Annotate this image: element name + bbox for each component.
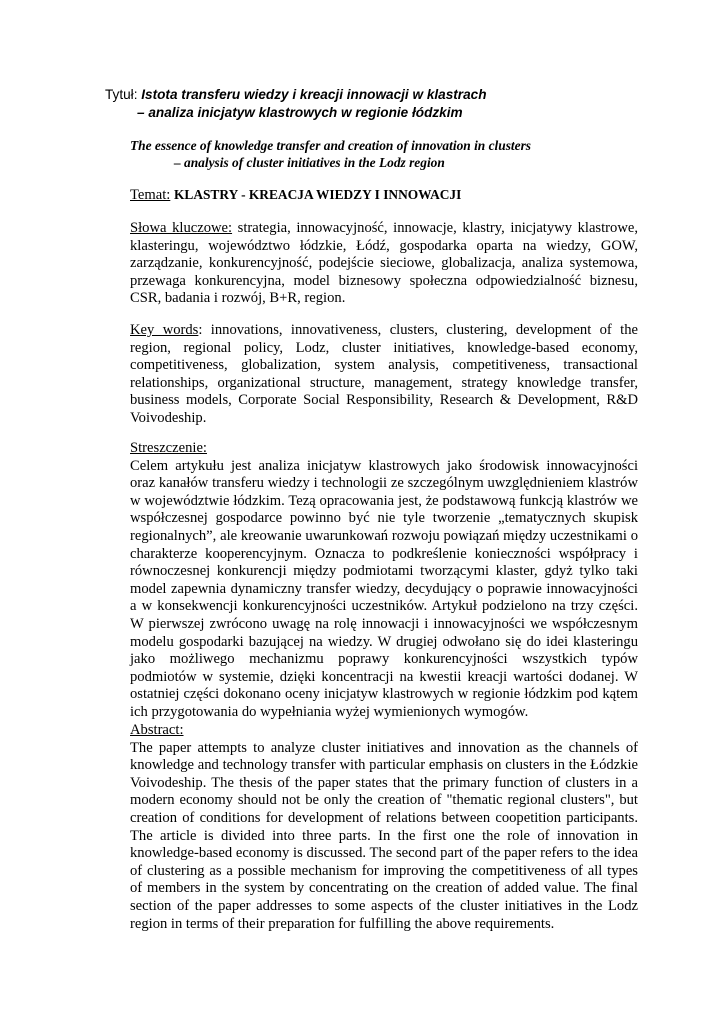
polish-title-line-2: – analiza inicjatyw klastrowych w regionie łódzkim — [137, 105, 463, 120]
polish-abstract-section — [130, 440, 638, 722]
polish-keywords-text: strategia, innowacyjność, innowacje, klastry, inicjatywy klastrowe, klasteringu, województwo łódzkie, Łódź, gospodarka oparta na wiedzy, GOW, zarządzanie, konkurencyjność, podejście sieciowe, globalizacja, analiza systemowa, przewaga konkurencyjna, model biznesowy społeczna odpowiedzialność biznesu, CSR, badania i rozwój, B+R, region. — [130, 220, 638, 307]
english-keywords-label: Key words — [130, 322, 199, 338]
topic-value: KLASTRY - KREACJA WIEDZY I INNOWACJI — [173, 187, 462, 202]
english-title-block — [130, 137, 670, 171]
polish-title-block — [105, 86, 665, 122]
english-title-line-2: – analysis of cluster initiatives in the Lodz region — [174, 155, 445, 170]
english-keywords-text: : innovations, innovativeness, clusters, clustering, development of the region, regional policy, Lodz, cluster initiatives, knowledge-based economy, competitiveness, globalization, system analysis, competitiveness, transactional relationships, organizational structure, management, strategy knowledge transfer, business models, Corporate Social Responsibility, Research & Development, R&D Voivodeship. — [130, 322, 638, 426]
polish-title-line-1: Istota transferu wiedzy i kreacji innowacji w klastrach — [141, 87, 487, 102]
english-keywords-section — [130, 322, 638, 428]
title-label: Tytuł: — [105, 87, 138, 102]
polish-keywords-label: Słowa kluczowe: — [130, 220, 233, 236]
polish-abstract-text: Celem artykułu jest analiza inicjatyw klastrowych jako środowisk innowacyjności oraz kanałów transferu wiedzy i technologii ze szczególnym uwzględnieniem klastrów w województwie łódzkim. Tezą opracowania jest, że podstawową funkcją klastrów we współczesnej gospodarce powinno być nie tyle tworzenie „tematycznych skupisk regionalnych”, ale kreowanie uwarunkowań rozwoju powiązań między uczestnikami o charakterze kooperencyjnym. Oznacza to podkreślenie konieczności współpracy i równoczesnej konkurencji między podmiotami tworzącymi klaster, gdyż tylko taki model zapewnia dynamiczny transfer wiedzy, decydujący o poprawie innowacyjności a w konsekwencji konkurencyjności uczestników. Artykuł podzielono na trzy części. W pierwszej zwrócono uwagę na rolę innowacji i innowacyjności we współczesnym modelu gospodarki bazującej na wiedzy. W drugiej odwołano się do idei klasteringu jako możliwego mechanizmu poprawy konkurencyjności wszystkich typów podmiotów w systemie, dzięki koncentracji na kwestii kreacji wartości dodanej. W ostatniej części dokonano oceny inicjatyw klastrowych w regionie łódzkim pod kątem ich przygotowania do wypełniania wyżej wymienionych wymogów. — [130, 457, 638, 720]
english-title-line-1: The essence of knowledge transfer and creation of innovation in clusters — [130, 138, 531, 153]
topic-label: Temat: — [130, 187, 171, 203]
polish-keywords-section — [130, 220, 638, 308]
english-abstract-heading: Abstract: — [130, 722, 184, 738]
english-abstract-section — [130, 722, 638, 933]
english-abstract-text: The paper attempts to analyze cluster initiatives and innovation as the channels of knowledge and technology transfer with particular emphasis on clusters in the Łódzkie Voivodeship. The thesis of the paper states that the primary function of clusters in a modern economy should not be only the creation of "thematic regional clusters", but creation of conditions for development of relations between coopetition participants. The article is divided into three parts. In the first one the role of innovation in knowledge-based economy is discussed. The second part of the paper refers to the idea of clustering as a possible mechanism for improving the competitiveness of all types of members in the system by concentrating on the creation of added value. The final section of the paper addresses to some aspects of the cluster initiatives in the Lodz region in terms of their preparation for fulfilling the above requirements. — [130, 739, 638, 932]
topic-section — [130, 186, 638, 205]
title-line-1 — [105, 86, 665, 104]
polish-abstract-heading: Streszczenie: — [130, 440, 207, 456]
